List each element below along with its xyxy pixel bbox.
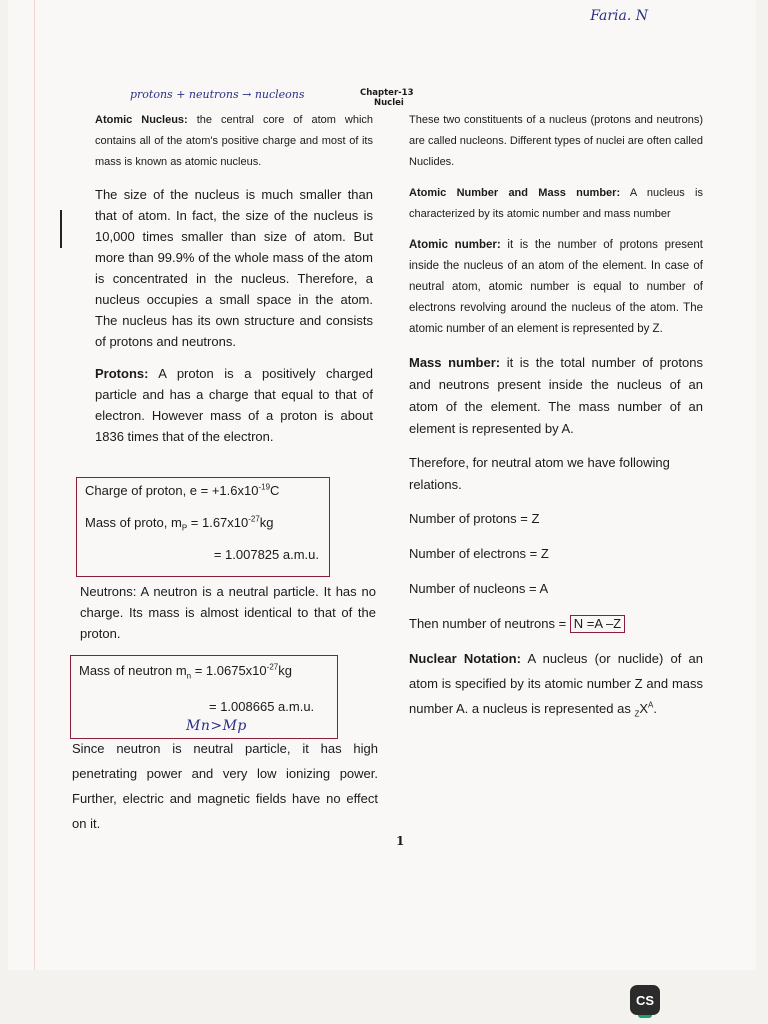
handwritten-top-note: protons + neutrons → nucleons [130,88,305,101]
relation-nucleons: Number of nucleons = A [409,581,549,596]
neutron-properties-section [72,736,378,836]
neutrons-paragraph: Neutrons: A neutron is a neutral particle. It has no charge. Its mass is almost identical to that of the proton. [80,584,376,641]
chapter-heading [360,88,414,108]
relations-intro: Therefore, for neutral atom we have following relations. [409,455,670,492]
neutron-penetrating-paragraph: Since neutron is neutral particle, it has high penetrating power and very low ionizing power. Further, electric and magnetic fields have no effect on it. [72,741,378,831]
mass-number-paragraph: Mass number: it is the total number of protons and neutrons present inside the nucleus of an atom of the element. The mass number of an element is represented by A. [409,355,703,436]
nucleons-paragraph: These two constituents of a nucleus (protons and neutrons) are called nucleons. Different types of nuclei are often called Nuclides. [409,114,703,168]
camscanner-logo: CS [630,985,660,1015]
chapter-number: Chapter-13 [360,88,414,98]
relation-protons: Number of protons = Z [409,511,540,526]
neutron-mass-line: Mass of neutron $m_n = 1.0675x10^{-27}kg$ [79,662,292,681]
proton-charge-line: Charge of proton, $e = +1.6x10^{-19}C$ [85,482,280,498]
atomic-number-paragraph: Atomic number: it is the number of protons present inside the nucleus of an atom of the element. In case of neutral atom, atomic number is equal to number of electrons revolving around the nucleus of the atom. The atomic number of an element is represented by Z. [409,239,703,335]
margin-bracket-mark [60,210,62,248]
nuclear-notation-paragraph: Nuclear Notation: A nucleus (or nuclide) of an atom is specified by its atomic number Z and mass number A. a nucleus is represented as $_ZX^A$. [409,651,703,719]
neutron-mass-amu: = 1.008665 a.m.u. [209,699,315,714]
relation-neutrons: Then number of neutrons = N =A –Z [409,613,703,634]
proton-properties-box [76,477,330,577]
right-column [409,110,703,721]
left-column [95,110,373,447]
proton-mass-line: Mass of proto, $m_P = 1.67x10^{-27}kg$ [85,514,274,533]
nucleus-size-paragraph: The size of the nucleus is much smaller than that of atom. In fact, the size of the nucleus is 10,000 times smaller than size of atom. But more than 99.9% of the whole mass of the atom is concentrated in the nucleus. Therefore, a nucleus occupies a small space in the atom. The nucleus has its own structure and consists of protons and neutrons. [95,187,373,349]
page-number: 1 [396,834,405,848]
protons-paragraph: Protons: A proton is a positively charged particle and has a charge that equal to that of electron. However mass of a proton is about 1836 times that of the electron. [95,366,373,444]
relation-electrons: Number of electrons = Z [409,546,549,561]
chapter-title: Nuclei [374,98,404,108]
author-handwritten: Faria. N [590,8,648,24]
neutron-formula-box: N =A –Z [570,615,625,633]
proton-mass-amu: = 1.007825 a.m.u. [213,547,319,562]
atomic-mass-number-paragraph: Atomic Number and Mass number: A nucleus is characterized by its atomic number and mass number [409,187,704,220]
atomic-nucleus-paragraph: Atomic Nucleus: the central core of atom which contains all of the atom's positive charge and most of its mass is known as atomic nucleus. [95,114,374,168]
neutrons-section [80,581,376,644]
handwritten-mass-comparison: Mn>Mp [186,718,247,734]
